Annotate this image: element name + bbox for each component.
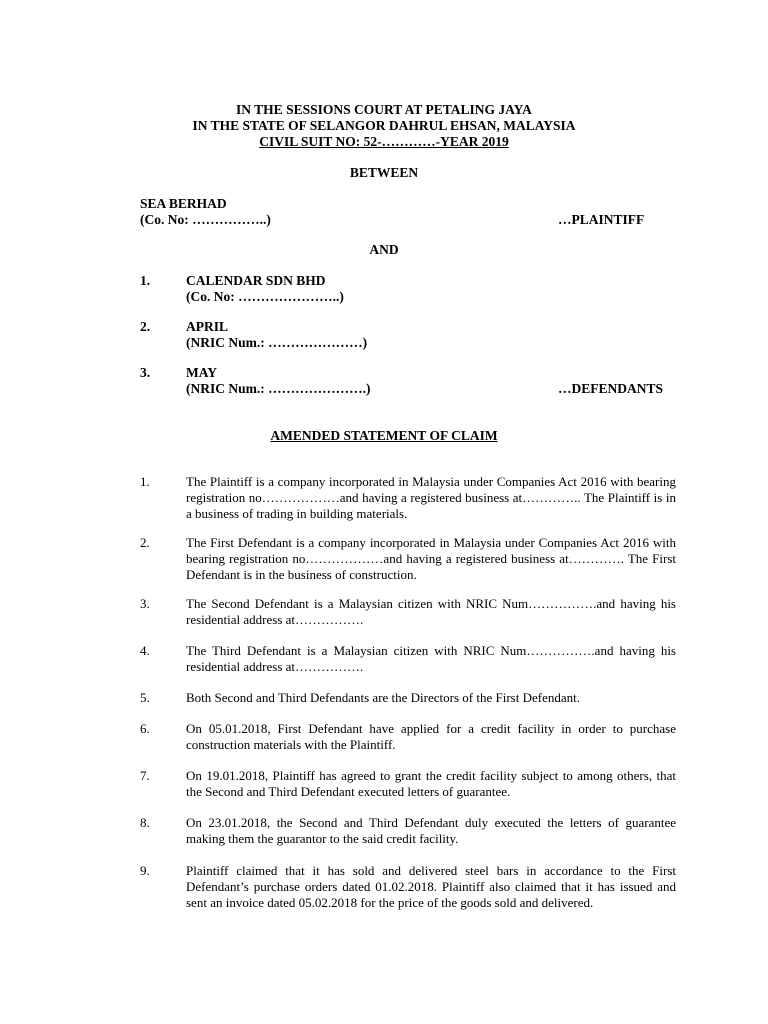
paragraph-5-text: Both Second and Third Defendants are the Directors of the First Defendant.	[186, 690, 580, 705]
defendant-1-number: 1.	[140, 273, 151, 288]
paragraph-9-text: Plaintiff claimed that it has sold and delivered steel bars in accordance to the First Defendant’s purchase orders dated 01.02.2018. Plaintiff also claimed that it has issued and sent an invoice dated 05.02.2018 for the price of the goods sold and delivered.	[186, 863, 676, 910]
paragraph-4-number: 4.	[140, 643, 150, 658]
paragraph-3-text: The Second Defendant is a Malaysian citizen with NRIC Num…………….and having his residential address at…………….	[186, 596, 676, 627]
paragraph-2-text: The First Defendant is a company incorporated in Malaysia under Companies Act 2016 with bearing registration no………………and having a registered business at…………. The First Defendant is in the business of construction.	[186, 535, 676, 582]
and-label: AND	[369, 242, 399, 257]
paragraph-8-number: 8.	[140, 815, 150, 830]
defendant-1-id: (Co. No: …………………..)	[186, 289, 344, 304]
civil-suit-number: CIVIL SUIT NO: 52-…………-YEAR 2019	[259, 134, 509, 149]
defendant-3-number: 3.	[140, 365, 151, 380]
defendant-2-number: 2.	[140, 319, 151, 334]
paragraph-4-text: The Third Defendant is a Malaysian citizen with NRIC Num…………….and having his residential address at…………….	[186, 643, 676, 674]
paragraph-7-number: 7.	[140, 768, 150, 783]
paragraph-7-text: On 19.01.2018, Plaintiff has agreed to grant the credit facility subject to among others, that the Second and Third Defendant executed letters of guarantee.	[186, 768, 676, 799]
paragraph-1-text: The Plaintiff is a company incorporated in Malaysia under Companies Act 2016 with bearing registration no………………and having a registered business at………….. The Plaintiff is in a business of trading in building materials.	[186, 474, 676, 521]
paragraph-3-number: 3.	[140, 596, 150, 611]
between-label: BETWEEN	[349, 165, 419, 180]
defendants-role: …DEFENDANTS	[558, 381, 664, 396]
defendant-3-id: (NRIC Num.: ………………….)	[186, 381, 371, 396]
paragraph-6-text: On 05.01.2018, First Defendant have applied for a credit facility in order to purchase construction materials with the Plaintiff.	[186, 721, 676, 752]
paragraph-9-number: 9.	[140, 863, 150, 878]
court-header-line1: IN THE SESSIONS COURT AT PETALING JAYA	[236, 102, 532, 117]
paragraph-2-number: 2.	[140, 535, 150, 550]
paragraph-5-number: 5.	[140, 690, 150, 705]
plaintiff-co-no: (Co. No: ……………..)	[140, 212, 271, 227]
plaintiff-role: …PLAINTIFF	[558, 212, 645, 227]
plaintiff-name: SEA BERHAD	[140, 196, 227, 211]
defendant-3-name: MAY	[186, 365, 218, 380]
defendant-2-name: APRIL	[186, 319, 229, 334]
document-title: AMENDED STATEMENT OF CLAIM	[270, 428, 498, 443]
paragraph-6-number: 6.	[140, 721, 150, 736]
court-header-line2: IN THE STATE OF SELANGOR DAHRUL EHSAN, MALAYSIA	[192, 118, 576, 133]
defendant-1-name: CALENDAR SDN BHD	[186, 273, 326, 288]
paragraph-8-text: On 23.01.2018, the Second and Third Defendant duly executed the letters of guarantee making them the guarantor to the said credit facility.	[186, 815, 676, 846]
defendant-2-id: (NRIC Num.: …………………)	[186, 335, 368, 350]
paragraph-1-number: 1.	[140, 474, 150, 489]
